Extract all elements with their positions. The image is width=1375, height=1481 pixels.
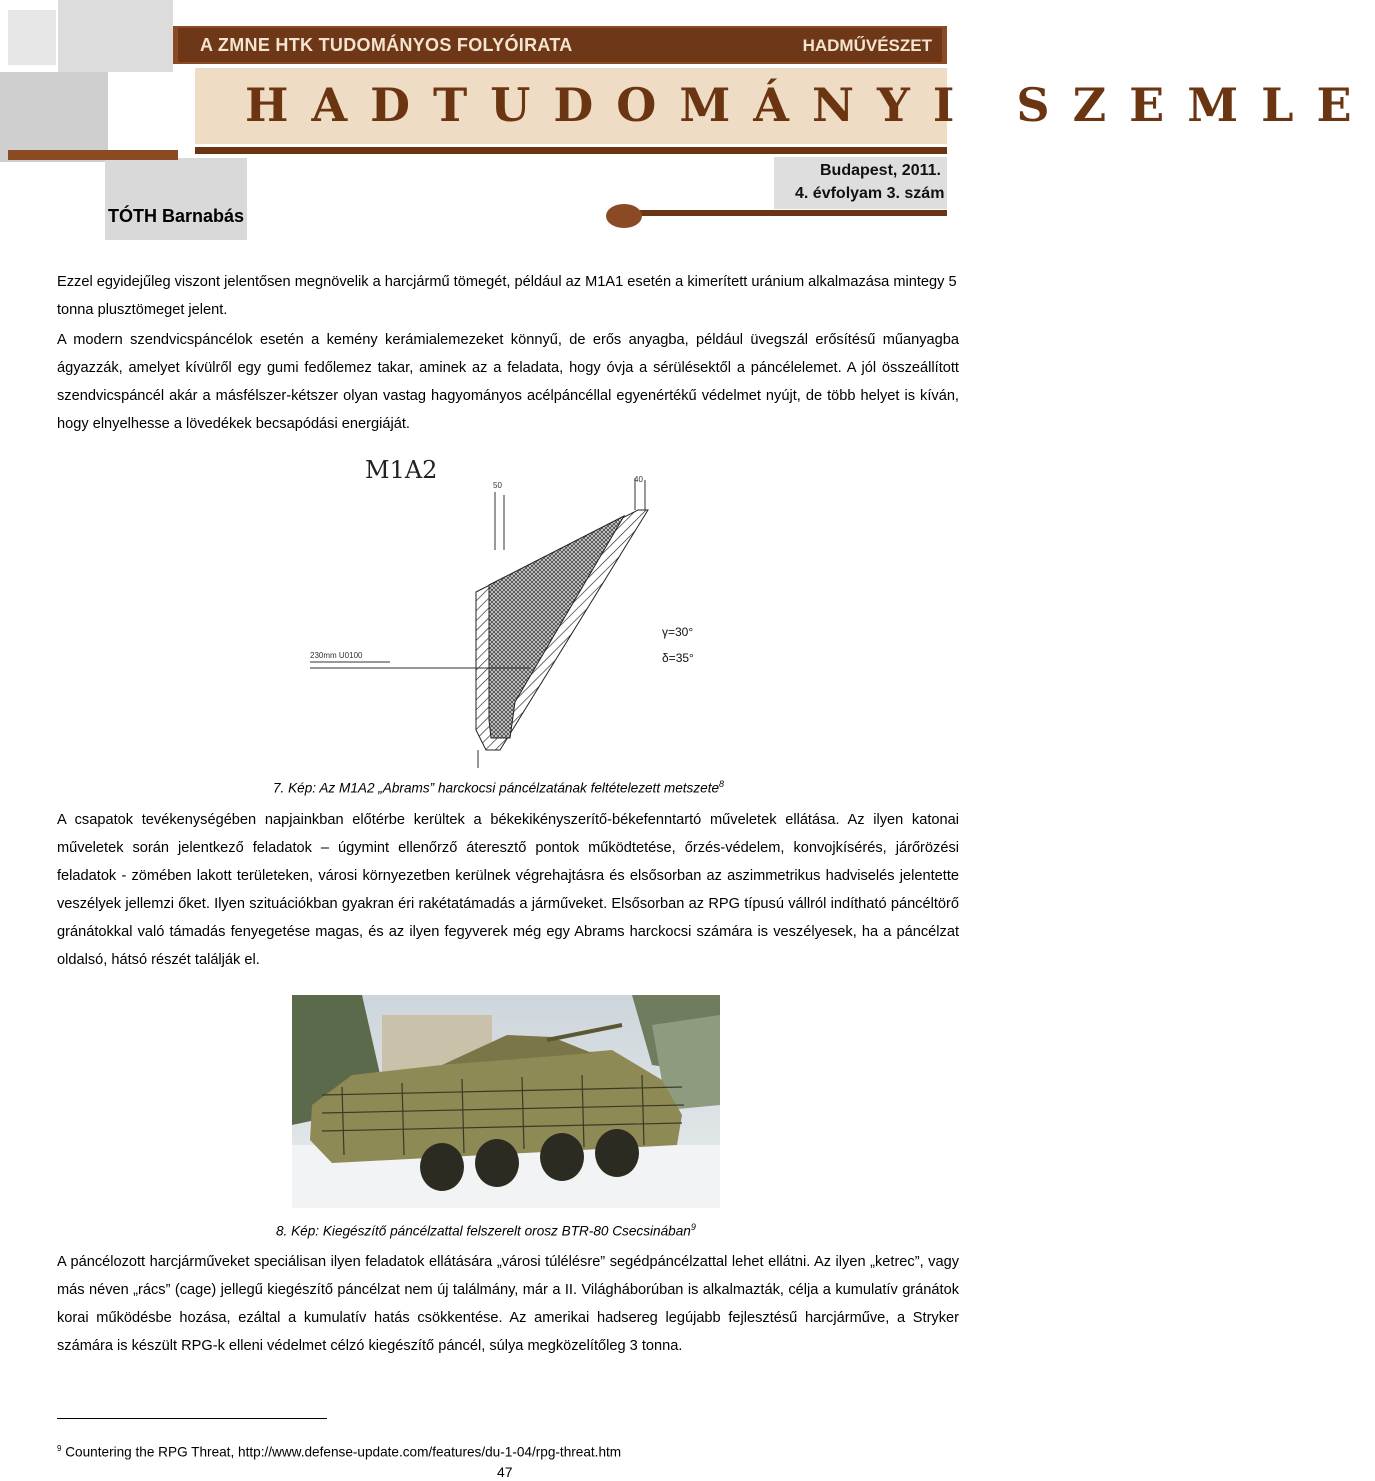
section-name: HADMŰVÉSZET	[802, 36, 932, 55]
journal-series: A ZMNE HTK TUDOMÁNYOS FOLYÓIRATA	[200, 35, 573, 55]
btr80-photo	[292, 995, 720, 1208]
volume-info: 4. évfolyam 3. szám	[795, 185, 945, 202]
delta-angle: δ=35°	[662, 651, 694, 665]
footnote-number: 9	[57, 1444, 62, 1453]
title-band-rule	[195, 147, 947, 154]
author-name: TÓTH Barnabás	[108, 206, 245, 226]
figure-7-caption	[273, 779, 724, 796]
figure-8-caption	[276, 1222, 696, 1239]
footnote	[57, 1444, 621, 1460]
armor-section-figure	[290, 440, 720, 770]
header-decor-block	[8, 10, 56, 65]
journal-title: HADTUDOMÁNYI SZEMLE	[245, 78, 1375, 132]
dim-label-right: 40	[634, 475, 643, 484]
caption-footnote-ref: 8	[719, 779, 725, 789]
header-decor-block	[105, 158, 247, 240]
header-brown-bar	[8, 150, 178, 160]
page-number: 47	[497, 1464, 513, 1480]
header-dot	[606, 204, 642, 228]
header-decor-block	[0, 72, 108, 162]
paragraph-3: A csapatok tevékenységében napjainkban előtérbe kerültek a békekikényszerítő-békefenntartó műveletek ellátása. Az ilyen katonai műveletek során jelentkező feladatok – úgymint ellenőrző áteresztő pontok működtetése, őrzés-védelem, konvojkísérés, járőrözési feladatok - zömében lakott területeken, városi környezetben kerülnek végrehajtásra és elsősorban az aszimmetrikus hadviselés jelentette veszélyek jellemzi őket. Ilyen szituációkban gyakran éri rakétatámadás a járműveket. Elsősorban az RPG típusú vállról indítható páncéltörő gránátokkal való támadás fenyegetése magas, és az ilyen fegyverek még egy Abrams harckocsi számára is veszélyesek, ha a páncélzat oldalsó, hátsó részét találják el.	[57, 812, 959, 968]
armor-section-drawing	[290, 440, 720, 770]
paragraph-1: Ezzel egyidejűleg viszont jelentősen megnövelik a harcjármű tömegét, például az M1A1 esetén a kimerített uránium alkalmazása mintegy 5 tonna plusztömeget jelent.	[57, 274, 957, 318]
caption-text: 7. Kép: Az M1A2 „Abrams” harckocsi páncélzatának feltételezett metszete	[273, 780, 720, 796]
baseline-label: 230mm U0100	[310, 651, 363, 660]
btr80-illustration	[292, 995, 720, 1208]
footnote-text: Countering the RPG Threat, http://www.defense-update.com/features/du-1-04/rpg-threat.htm	[65, 1444, 622, 1460]
ceramic-layer	[489, 516, 624, 738]
header-decor-block	[58, 0, 173, 72]
header-top-strip	[173, 26, 947, 64]
header-right-rule	[640, 210, 947, 216]
caption-text: 8. Kép: Kiegészítő páncélzattal felszerelt orosz BTR-80 Csecsinában	[276, 1223, 691, 1239]
figure-title: M1A2	[365, 456, 438, 484]
gamma-angle: γ=30°	[662, 625, 694, 639]
header-top-strip-inner	[178, 28, 942, 62]
paragraph-2: A modern szendvicspáncélok esetén a kemény kerámialemezeket könnyű, de erős anyagba, például üvegszál erősítésű műanyagba ágyazzák, amelyet kívülről egy gumi fedőlemez takar, aminek az a feladata, hogy óvja a sérülésektől a páncélelemet. A jól összeállított szendvicspáncél akár a másfélszer-kétszer olyan vastag hagyományos acélpáncéllal egyenértékű védelmet nyújt, de több helyet is kíván, hogy elnyelhesse a lövedékek becsapódási energiáját.	[57, 332, 959, 432]
caption-footnote-ref: 9	[690, 1222, 696, 1232]
dim-label-left: 50	[493, 481, 502, 490]
paragraph-4: A páncélozott harcjárműveket speciálisan ilyen feladatok ellátására „városi túlélésre” segédpáncélzattal lehet ellátni. Az ilyen „ketrec”, vagy más néven „rács” (cage) jellegű kiegészítő páncélzat nem új találmány, már a II. Világháborúban is alkalmazták, célja a kumulatív gránátok korai működésbe hozása, ezáltal a kumulatív hatás csökkentése. Az amerikai hadsereg legújabb fejlesztésű harcjárműve, a Stryker számára is készült RPG-k elleni védelmet célzó kiegészítő páncél, súlya megközelítőleg 3 tonna.	[57, 1254, 959, 1354]
publication-date: Budapest, 2011.	[820, 162, 941, 179]
footnote-rule	[57, 1418, 327, 1419]
